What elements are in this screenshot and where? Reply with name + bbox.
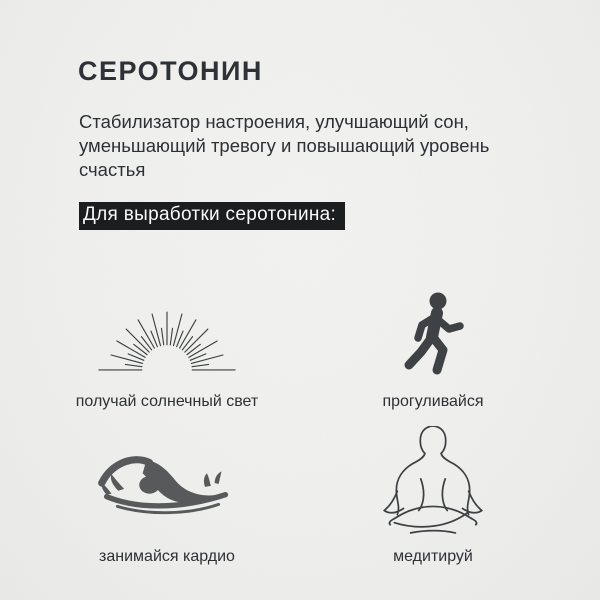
tip-sunlight-label: получай солнечный свет bbox=[75, 393, 259, 410]
description-line: уменьшающий тревогу и повышающий уровень bbox=[79, 135, 490, 156]
page-title: СЕРОТОНИН bbox=[78, 56, 263, 86]
meditating-person-icon bbox=[382, 426, 484, 538]
highlight-label: Для выработки серотонина: bbox=[79, 202, 345, 230]
tip-walk bbox=[303, 292, 563, 376]
tip-cardio-label: занимайся кардио bbox=[99, 548, 235, 565]
description bbox=[79, 110, 489, 182]
description-line: счастья bbox=[79, 159, 146, 180]
tip-cardio bbox=[37, 446, 297, 520]
sun-rays-icon bbox=[97, 296, 237, 372]
tip-walk-label: прогуливайся bbox=[382, 393, 484, 410]
tip-meditate-label: медитируй bbox=[393, 548, 473, 565]
walking-person-icon bbox=[402, 292, 464, 376]
swimmer-icon bbox=[93, 446, 241, 520]
tip-meditate bbox=[303, 426, 563, 538]
description-line: Стабилизатор настроения, улучшающий сон, bbox=[79, 111, 469, 132]
tip-sunlight bbox=[37, 296, 297, 372]
